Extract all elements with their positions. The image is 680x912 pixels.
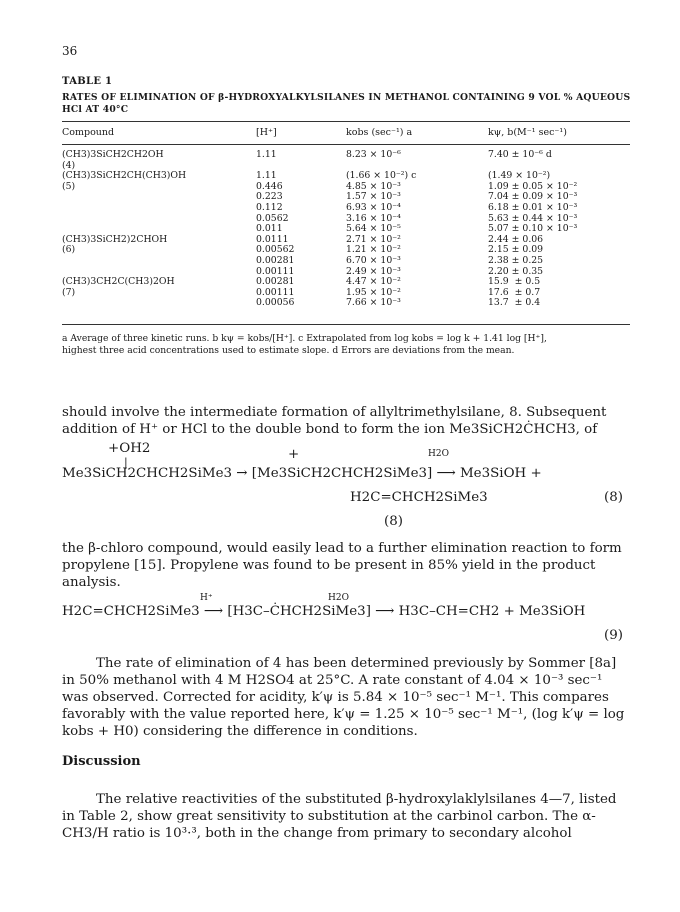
compound-group-6: (CH3)3SiCH2)2CHOH (6) (62, 233, 168, 256)
eq8-line-2: H2C=CHCH2SiMe3 (350, 490, 488, 505)
paragraph-4: The relative reactivities of the substituted β-hydroxylaklylsilanes 4—7, listed in Table 2, show great sensitivity to substitution at the carbinol carbon. The α-CH3/H ratio is 10³·³, both in the change from primary to secondary alcohol (62, 792, 617, 841)
paragraph-3: The rate of elimination of 4 has been determined previously by Sommer [8a] in 50% methanol with 4 M H2SO4 at 25°C. A rate constant of 4.04 × 10⁻³ sec⁻¹ was observed. Corrected for acidity, k′ψ is 5.84 × 10⁻⁵ sec⁻¹ M⁻¹. This compares favorably with the value reported here, k′ψ = 1.25 × 10⁻⁵ sec⁻¹ M⁻¹, (log k′ψ = log kobs + H0) considering the difference in conditions. (62, 656, 625, 739)
eq8-compound-label: (8) (384, 514, 403, 529)
table-label: TABLE 1 (62, 76, 113, 87)
section-heading: Discussion (62, 754, 141, 769)
eq8-bond-mark: | (124, 456, 128, 469)
table-header-rule (62, 144, 630, 145)
paragraph-1: should involve the intermediate formation of allyltrimethylsilane, 8. Subsequent addition of H⁺ or HCl to the double bond to form the ion Me3SiCH2ĊHCH3, of (62, 405, 607, 437)
header-h-concentration: [H⁺] (256, 127, 277, 138)
page-number: 36 (62, 44, 78, 58)
footnote-line-1: a Average of three kinetic runs. b kψ = kobs/[H⁺]. c Extrapolated from log kobs = log k + 1.41 log [H⁺], (62, 333, 547, 344)
eq8-oh-label: +OH2 (108, 441, 151, 456)
table-top-rule (62, 121, 630, 122)
h-concentration-column: 1.11 1.11 0.446 0.223 0.112 0.0562 0.011 0.0111 0.00562 0.00281 0.00111 0.00281 0.00111 0.00056 (256, 149, 295, 309)
eq9-number: (9) (604, 628, 623, 643)
header-kpsi: kψ, b(M⁻¹ sec⁻¹) (488, 127, 567, 138)
kpsi-column: 7.40 ± 10⁻⁶ d (1.49 × 10⁻²) 1.09 ± 0.05 × 10⁻² 7.04 ± 0.09 × 10⁻³ 6.18 ± 0.01 × 10⁻³ 5.63 ± 0.44 × 10⁻³ 5.07 ± 0.10 × 10⁻³ 2.44 ± 0.06 2.15 ± 0.09 2.38 ± 0.25 2.20 ± 0.35 15.9 ± 0.5 17.6 ± 0.7 13.7 ± 0.4 (488, 149, 578, 309)
eq8-reagent: H2O (428, 449, 449, 459)
eq9-h-plus: H⁺ (200, 593, 213, 603)
eq9-reagent: H2O (328, 593, 349, 603)
table-bottom-rule (62, 324, 630, 325)
kobs-column: 8.23 × 10⁻⁶ (1.66 × 10⁻²) c 4.85 × 10⁻³ 1.57 × 10⁻³ 6.93 × 10⁻⁴ 3.16 × 10⁻⁴ 5.64 × 10⁻⁵ 2.71 × 10⁻² 1.21 × 10⁻² 6.70 × 10⁻³ 2.49 × 10⁻³ 4.47 × 10⁻² 1.95 × 10⁻² 7.66 × 10⁻³ (346, 149, 417, 309)
eq8-plus: + (288, 447, 300, 462)
header-compound: Compound (62, 127, 115, 138)
compound-group-7: (CH3)3CH2C(CH3)2OH (7) (62, 276, 175, 298)
header-kobs: kobs (sec⁻¹) a (346, 127, 413, 138)
paragraph-2: the β-chloro compound, would easily lead to a further elimination reaction to form propylene [15]. Propylene was found to be present in 85% yield in the product analysis. (62, 541, 622, 590)
footnote-line-2: highest three acid concentrations used to estimate slope. d Errors are deviations from the mean. (62, 345, 515, 356)
eq8-line-1: Me3SiCH2CHCH2SiMe3 → [Me3SiCH2CHCH2SiMe3] ⟶ Me3SiOH + (62, 466, 542, 481)
compound-group-4-5: (CH3)3SiCH2CH2OH (4) (CH3)3SiCH2CH(CH3)OH (5) (62, 149, 187, 192)
table-caption: RATES OF ELIMINATION OF β-HYDROXYALKYLSILANES IN METHANOL CONTAINING 9 VOL % AQUEOUS HCl AT 40°C (62, 92, 631, 115)
table-footnotes (62, 333, 630, 357)
eq8-number: (8) (604, 490, 623, 505)
eq9-line: H2C=CHCH2SiMe3 ⟶ [H3C–ĊHCH2SiMe3] ⟶ H3C–CH=CH2 + Me3SiOH (62, 604, 586, 619)
